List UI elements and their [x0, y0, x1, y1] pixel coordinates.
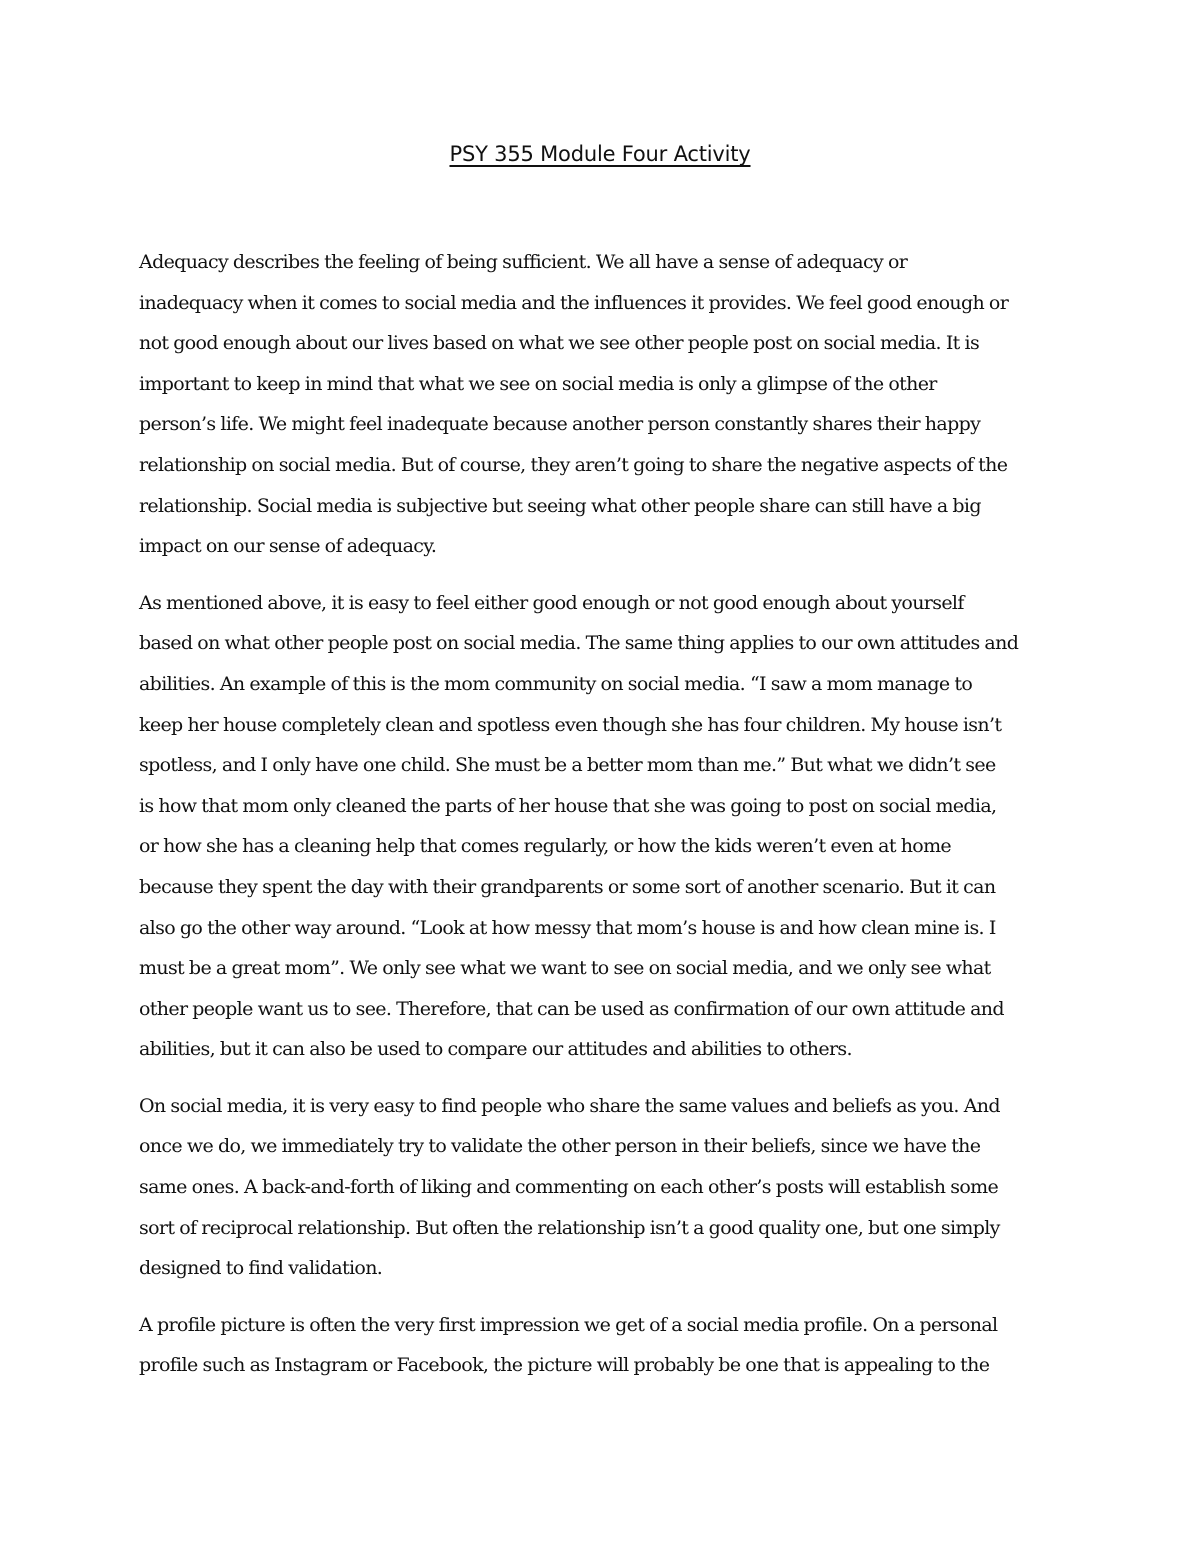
text-line: once we do, we immediately try to validate the other person in their beliefs, since we have the: [139, 1135, 981, 1158]
text-line: person’s life. We might feel inadequate because another person constantly shares their happy: [139, 413, 981, 436]
text-line: abilities, but it can also be used to compare our attitudes and abilities to others.: [139, 1038, 852, 1061]
text-line: Adequacy describes the feeling of being sufficient. We all have a sense of adequacy or: [139, 251, 908, 273]
paragraph-attitudes-abilities: [139, 583, 1069, 1070]
text-line: As mentioned above, it is easy to feel either good enough or not good enough about yourself: [139, 591, 964, 614]
text-line: relationship. Social media is subjective but seeing what other people share can still have a big: [139, 494, 981, 517]
paragraph-adequacy: [139, 242, 1069, 567]
text-line: keep her house completely clean and spotless even though she has four children. My house isn’t: [139, 713, 1002, 736]
text-line: abilities. An example of this is the mom community on social media. “I saw a mom manage to: [139, 672, 973, 695]
paragraph-values-beliefs: [139, 1086, 1069, 1289]
text-line: designed to find validation.: [139, 1257, 383, 1280]
text-line: or how she has a cleaning help that comes regularly, or how the kids weren’t even at home: [139, 835, 952, 858]
paragraph-profile-picture: [139, 1305, 1069, 1386]
text-line: because they spent the day with their grandparents or some sort of another scenario. But it can: [139, 875, 996, 898]
text-line: important to keep in mind that what we see on social media is only a glimpse of the other: [139, 372, 937, 395]
text-line: not good enough about our lives based on what we see other people post on social media. It is: [139, 332, 980, 355]
text-line: based on what other people post on social media. The same thing applies to our own attitudes and: [139, 632, 1019, 655]
text-line: impact on our sense of adequacy.: [139, 535, 437, 558]
text-line: relationship on social media. But of course, they aren’t going to share the negative aspects of the: [139, 453, 1008, 476]
text-line: other people want us to see. Therefore, that can be used as confirmation of our own attitude and: [139, 997, 1004, 1020]
text-line: inadequacy when it comes to social media and the influences it provides. We feel good enough or: [139, 291, 1009, 314]
document-title: PSY 355 Module Four Activity: [449, 142, 751, 166]
text-line: same ones. A back-and-forth of liking and commenting on each other’s posts will establish some: [139, 1176, 999, 1199]
text-line: On social media, it is very easy to find people who share the same values and beliefs as you. And: [139, 1094, 1000, 1117]
text-line: A profile picture is often the very first impression we get of a social media profile. On a personal: [139, 1313, 998, 1336]
text-line: spotless, and I only have one child. She must be a better mom than me.” But what we didn’t see: [139, 754, 996, 777]
document-body: [139, 242, 1069, 1402]
text-line: sort of reciprocal relationship. But often the relationship isn’t a good quality one, but one simply: [139, 1216, 1000, 1239]
text-line: is how that mom only cleaned the parts of her house that she was going to post on social media,: [139, 794, 997, 817]
text-line: profile such as Instagram or Facebook, the picture will probably be one that is appealing to the: [139, 1354, 990, 1377]
text-line: must be a great mom”. We only see what we want to see on social media, and we only see what: [139, 957, 991, 980]
text-line: also go the other way around. “Look at how messy that mom’s house is and how clean mine is. I: [139, 916, 996, 939]
